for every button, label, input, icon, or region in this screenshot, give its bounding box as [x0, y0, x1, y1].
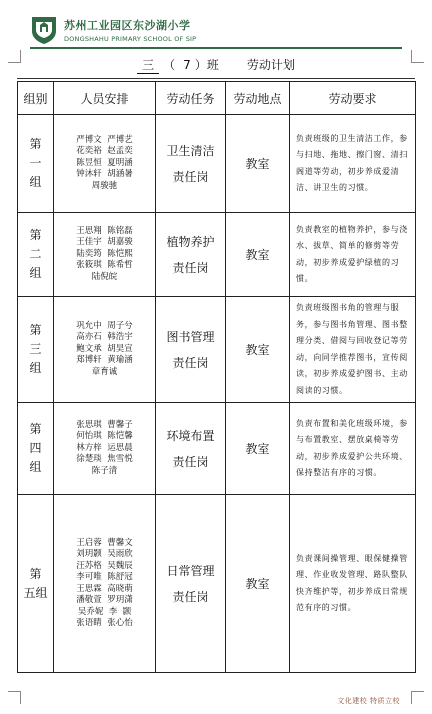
header-group: 组别 [18, 82, 54, 115]
school-name-en: DONGSHAHU PRIMARY SCHOOL OF SIP [64, 35, 197, 43]
task-name: 卫生清洁 [166, 143, 215, 158]
table-header-row [18, 82, 416, 115]
table-row [18, 213, 416, 297]
requirement-cell: 负责教室的植物养护，参与浇水、拔草、简单的修剪等劳动，初步养成爱护绿植的习惯。 [290, 213, 416, 297]
corner-mark-bottom-left [8, 691, 21, 704]
task-cell [156, 403, 226, 495]
task-cell [156, 115, 226, 213]
table-row [18, 297, 416, 403]
requirement-cell: 负责班级的卫生清洁工作，参与扫地、拖地、擦门窗、清扫阁道等劳动，初步养成爱清洁、讲卫生的习惯。 [290, 115, 416, 213]
task-name: 环境布置 [166, 428, 215, 443]
title-divider [17, 78, 415, 79]
task-name: 日常管理 [166, 563, 215, 578]
location-cell: 教室 [226, 297, 290, 403]
corner-mark-bottom-right [411, 691, 424, 704]
group-cell: 第 五组 [18, 495, 54, 673]
location-cell: 教室 [226, 495, 290, 673]
school-name-cn: 苏州工业园区东沙湖小学 [64, 19, 191, 32]
task-role: 责任岗 [172, 355, 209, 370]
group-cell: 第 三 组 [18, 297, 54, 403]
requirement-cell: 负责课间操管理、眼保健操管理、作业收发管理、路队整队快齐维护等，初步养成日常规范有序的习惯。 [290, 495, 416, 673]
location-cell: 教室 [226, 213, 290, 297]
members-cell: 王思翔 陈铭磊 王佳宇 胡嘉骏 陆奕筠 陈恺熙 张筱琪 陈希哲 陆倪皖 [54, 213, 156, 297]
header-divider [30, 47, 402, 49]
page-title [0, 56, 432, 74]
table-row [18, 495, 416, 673]
task-role: 责任岗 [172, 589, 209, 604]
school-logo-icon [30, 15, 58, 45]
members-cell: 严博文 严博艺 花奕裕 赵孟奕 陈昱恒 夏明涵 钟沐轩 胡涵暑 周骏驰 [54, 115, 156, 213]
table-row [18, 115, 416, 213]
task-cell [156, 297, 226, 403]
members-cell: 巩允中 周子兮 高亦石 韩浩宇 鲍文承 胡昊宣 郑博轩 黄瑜涵 章育诚 [54, 297, 156, 403]
requirement-cell: 负责布置和美化班级环境，参与布置教室、摆放桌椅等劳动，初步养成爱护公共环境、保持整洁有序的习惯。 [290, 403, 416, 495]
group-cell: 第 四 组 [18, 403, 54, 495]
group-cell: 第 二 组 [18, 213, 54, 297]
header-members: 人员安排 [54, 82, 156, 115]
task-role: 责任岗 [172, 169, 209, 184]
school-header [30, 10, 196, 50]
location-cell: 教室 [226, 115, 290, 213]
requirement-cell: 负责班级图书角的管理与服务，参与图书角管理、图书整理分类、借阅与回收登记等劳动，向同学推荐图书，宣传阅读，初步养成爱护图书、主动阅读的习惯。 [290, 297, 416, 403]
title-plan: 劳动计划 [246, 58, 295, 72]
group-cell: 第 一 组 [18, 115, 54, 213]
header-requirement: 劳动要求 [290, 82, 416, 115]
header-task: 劳动任务 [156, 82, 226, 115]
title-grade: 三 [137, 56, 159, 74]
footer-slogan: 文化建校 特质立校 [337, 697, 400, 705]
title-class-number: 7 [183, 58, 191, 72]
header-location: 劳动地点 [226, 82, 290, 115]
members-cell: 张思琪 曹馨子 何怡琪 陈恺馨 林方梓 运思晨 徐楚琰 焦雪悦 陈子清 [54, 403, 156, 495]
task-name: 图书管理 [166, 329, 215, 344]
members-cell: 王启蓉 曹馨文 刘玥颢 吴雨欣 汪苏格 吴魏辰 李可唯 陈舒冠 王思霖 高晓萌 潘敬萱 罗玥潇 吴乔妮 李 颢 张语睛 张心怡 [54, 495, 156, 673]
task-cell [156, 495, 226, 673]
task-role: 责任岗 [172, 454, 209, 469]
title-open-paren: （ [163, 58, 176, 72]
task-name: 植物养护 [166, 234, 215, 249]
title-class-suffix: ）班 [194, 58, 219, 72]
location-cell: 教室 [226, 403, 290, 495]
task-role: 责任岗 [172, 260, 209, 275]
table-row [18, 403, 416, 495]
task-cell [156, 213, 226, 297]
labor-plan-table [17, 81, 416, 673]
